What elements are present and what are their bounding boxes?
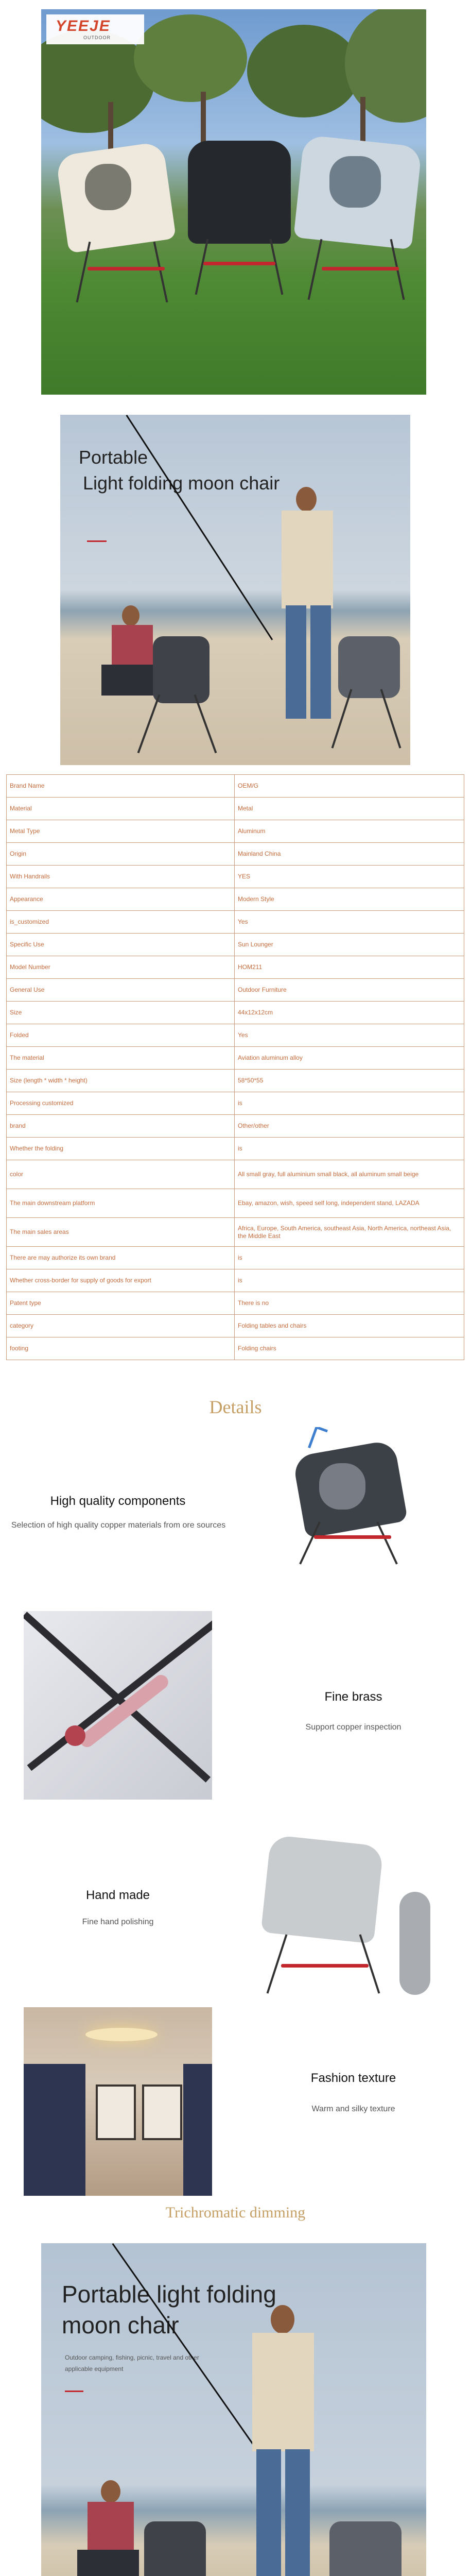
spec-key: Folded [7, 1024, 235, 1047]
spec-row [7, 1189, 464, 1218]
feature-1-subtitle: Selection of high quality copper materials from ore sources [11, 1521, 226, 1530]
spec-key: With Handrails [7, 866, 235, 888]
trichromatic-title: Trichromatic dimming [165, 2204, 306, 2221]
spec-row [7, 1092, 464, 1115]
spec-value: is [235, 1269, 464, 1292]
spec-value: There is no [235, 1292, 464, 1315]
spec-value: 44x12x12cm [235, 1002, 464, 1024]
brand-logo: YEEJE OUTDOOR [46, 14, 144, 44]
spec-value: Ebay, amazon, wish, speed self long, independent stand, LAZADA [235, 1189, 464, 1218]
spec-value: Yes [235, 1024, 464, 1047]
spec-value: Folding chairs [235, 1337, 464, 1360]
spec-key: Size [7, 1002, 235, 1024]
banner-accent-line [65, 2391, 83, 2392]
hero-photo-fishing [60, 415, 410, 765]
spec-row [7, 1337, 464, 1360]
spec-value: is [235, 1138, 464, 1160]
spec-key: brand [7, 1115, 235, 1138]
spec-value: Folding tables and chairs [235, 1315, 464, 1337]
spec-row [7, 1024, 464, 1047]
spec-row [7, 1292, 464, 1315]
grey-chair-bag-photo [250, 1815, 440, 2004]
chair-diagram-photo [268, 1427, 438, 1571]
spec-value: Metal [235, 798, 464, 820]
spec-value: Africa, Europe, South America, southeast Asia, North America, northeast Asia, the Middle East [235, 1218, 464, 1247]
spec-row [7, 843, 464, 866]
spec-key: Whether the folding [7, 1138, 235, 1160]
spec-key: Patent type [7, 1292, 235, 1315]
spec-key: Model Number [7, 956, 235, 979]
spec-key: The main downstream platform [7, 1189, 235, 1218]
spec-value: 58*50*55 [235, 1070, 464, 1092]
spec-value: OEM/G [235, 775, 464, 798]
spec-key: Processing customized [7, 1092, 235, 1115]
hero-title-line2: Light folding moon chair [83, 472, 280, 494]
spec-value: is [235, 1247, 464, 1269]
spec-row [7, 798, 464, 820]
spec-key: Brand Name [7, 775, 235, 798]
spec-key: color [7, 1160, 235, 1189]
spec-row [7, 956, 464, 979]
spec-value: Aviation aluminum alloy [235, 1047, 464, 1070]
spec-row [7, 1138, 464, 1160]
spec-value: Aluminum [235, 820, 464, 843]
banner-description: Outdoor camping, fishing, picnic, travel and other applicable equipment [65, 2354, 199, 2372]
banner-seated-man [67, 2480, 154, 2576]
spec-key: Size (length * width * height) [7, 1070, 235, 1092]
spec-row [7, 934, 464, 956]
spec-key: The main sales areas [7, 1218, 235, 1247]
spec-row [7, 888, 464, 911]
spec-row [7, 1115, 464, 1138]
spec-key: There are may authorize its own brand [7, 1247, 235, 1269]
spec-row [7, 1160, 464, 1189]
feature-2-title: Fine brass [324, 1690, 382, 1704]
spec-row [7, 1269, 464, 1292]
spec-key: General Use [7, 979, 235, 1002]
spec-key: category [7, 1315, 235, 1337]
spec-row [7, 866, 464, 888]
spec-key: Origin [7, 843, 235, 866]
spec-key: The material [7, 1047, 235, 1070]
spec-row [7, 775, 464, 798]
spec-row [7, 911, 464, 934]
spec-row [7, 1002, 464, 1024]
feature-4-subtitle: Warm and silky texture [311, 2105, 395, 2113]
details-title: Details [209, 1397, 262, 1417]
banner-title: Portable light folding moon chair [62, 2281, 276, 2338]
black-chair [188, 141, 291, 244]
hero-photo-chairs [41, 9, 426, 395]
spec-key: footing [7, 1337, 235, 1360]
spec-key: Specific Use [7, 934, 235, 956]
spec-key: Material [7, 798, 235, 820]
spec-row [7, 1247, 464, 1269]
spec-value: is [235, 1092, 464, 1115]
feature-2-subtitle: Support copper inspection [305, 1723, 402, 1732]
spec-row [7, 979, 464, 1002]
spec-row [7, 1218, 464, 1247]
spec-value: Modern Style [235, 888, 464, 911]
bottom-banner [41, 2243, 426, 2576]
spec-value: YES [235, 866, 464, 888]
spec-row [7, 1047, 464, 1070]
spec-value: Yes [235, 911, 464, 934]
feature-1-title: High quality components [50, 1494, 186, 1508]
interior-room-photo [24, 2007, 212, 2196]
spec-row [7, 820, 464, 843]
feature-3-title: Hand made [85, 1888, 150, 1902]
brass-joint-photo [24, 1611, 212, 1800]
spec-value: Outdoor Furniture [235, 979, 464, 1002]
spec-row [7, 1070, 464, 1092]
hero-title-line1: Portable [79, 447, 148, 468]
spec-key: Appearance [7, 888, 235, 911]
accent-line [87, 540, 107, 542]
spec-table [6, 774, 464, 1360]
feature-3-subtitle: Fine hand polishing [82, 1918, 154, 1926]
spec-key: Whether cross-border for supply of goods for export [7, 1269, 235, 1292]
spec-value: Mainland China [235, 843, 464, 866]
standing-man [266, 487, 348, 744]
spec-row [7, 1315, 464, 1337]
banner-standing-man [232, 2305, 335, 2576]
spec-value: Other/other [235, 1115, 464, 1138]
spec-value: HOM211 [235, 956, 464, 979]
spec-value: All small gray, full aluminium small black, all aluminum small beige [235, 1160, 464, 1189]
feature-4-title: Fashion texture [310, 2071, 396, 2085]
spec-key: Metal Type [7, 820, 235, 843]
spec-value: Sun Lounger [235, 934, 464, 956]
spec-key: is_customized [7, 911, 235, 934]
